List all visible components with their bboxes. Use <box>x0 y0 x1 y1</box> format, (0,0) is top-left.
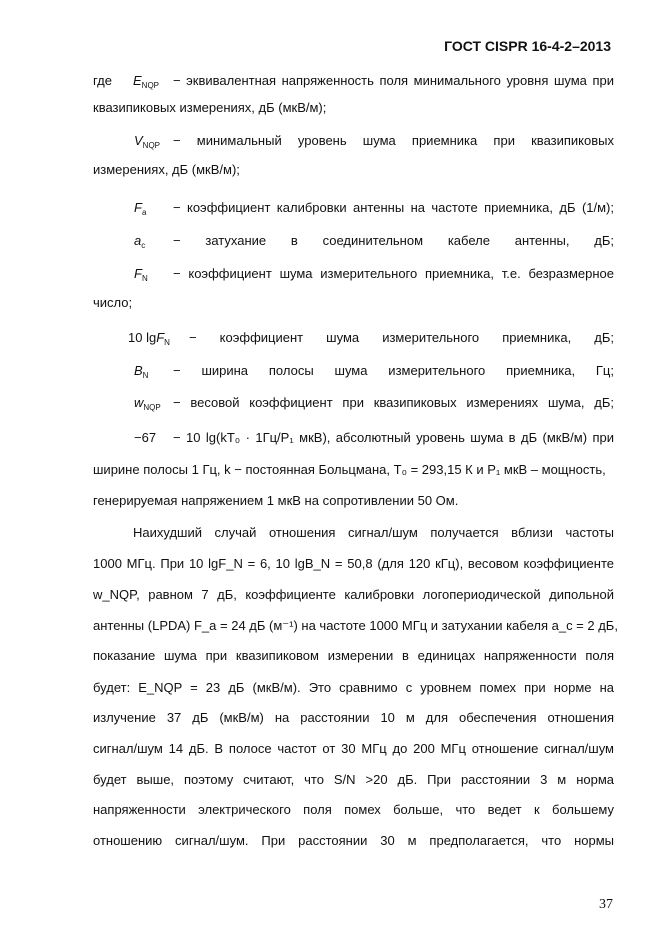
symbol-letter: F <box>134 266 142 281</box>
definition-line: измерениях, дБ (мкВ/м); <box>93 162 240 177</box>
paragraph-line: антенны (LPDA) F_a = 24 дБ (м⁻¹) на частоте 1000 МГц и затухании кабеля a_c = 2 дБ, <box>93 618 618 633</box>
definition-text: − коэффициент шума измерительного приемника, дБ; <box>189 330 614 345</box>
symbol-subscript: N <box>142 371 149 380</box>
definition-symbol <box>134 233 145 254</box>
symbol-letter: a <box>134 233 142 248</box>
definition-symbol <box>93 73 160 94</box>
definition-text: − минимальный уровень шума приемника при квазипиковых <box>173 133 614 148</box>
symbol-subscript: NQP <box>143 403 161 412</box>
definition-line: квазипиковых измерениях, дБ (мкВ/м); <box>93 100 327 115</box>
definition-line: ширине полосы 1 Гц, k − постоянная Больцмана, T₀ = 293,15 К и P₁ мкВ – мощность, <box>93 462 606 477</box>
document-header: ГОСТ CISPR 16-4-2–2013 <box>444 38 611 54</box>
paragraph-line: 1000 МГц. При 10 lgF_N = 6, 10 lgB_N = 50,8 (для 120 кГц), весовом коэффициенте <box>93 556 614 571</box>
definition-text: − коэффициент калибровки антенны на частоте приемника, дБ (1/м); <box>173 200 614 215</box>
symbol-letter: F <box>134 200 142 215</box>
symbol-subscript: NQP <box>141 81 160 90</box>
paragraph-line: отношению сигнал/шум. При расстоянии 30 м предполагается, что нормы <box>93 833 614 848</box>
symbol-subscript: a <box>141 208 147 217</box>
symbol-letter: F <box>156 330 165 345</box>
definition-line: число; <box>93 295 133 310</box>
paragraph-line: напряженности электрического поля помех больше, что ведет к большему <box>93 802 614 817</box>
definition-lead: где <box>93 73 112 88</box>
symbol-subscript: N <box>164 338 170 347</box>
definition-text: − затухание в соединительном кабеле антенны, дБ; <box>173 233 614 248</box>
symbol-letter: −67 <box>134 430 157 445</box>
paragraph-line: сигнал/шум 14 дБ. В полосе частот от 30 МГц до 200 МГц отношение сигнал/шум <box>93 741 614 756</box>
symbol-letter: V <box>134 133 143 148</box>
definition-symbol <box>134 133 160 154</box>
definition-symbol <box>134 430 156 446</box>
definition-symbol <box>134 266 148 287</box>
symbol-letter: E <box>133 73 142 88</box>
definition-symbol <box>134 363 148 384</box>
symbol-subscript: c <box>141 241 146 250</box>
definition-text: − эквивалентная напряженность поля минимального уровня шума при <box>173 73 614 88</box>
definition-text: − весовой коэффициент при квазипиковых измерениях шума, дБ; <box>173 395 614 410</box>
paragraph-line: будет: E_NQP = 23 дБ (мкВ/м). Это сравнимо с уровнем помех при норме на <box>93 680 614 695</box>
definition-symbol <box>134 395 161 416</box>
page-number: 37 <box>599 897 613 912</box>
symbol-letter: w <box>134 395 144 410</box>
symbol-subscript: N <box>141 274 148 283</box>
symbol-prefix: 10 lg <box>128 330 157 345</box>
paragraph-line: показание шума при квазипиковом измерении в единицах напряженности поля <box>93 648 614 663</box>
paragraph-line: Наихудший случай отношения сигнал/шум получается вблизи частоты <box>133 525 614 540</box>
definition-text: − коэффициент шума измерительного приемника, т.е. безразмерное <box>173 266 614 281</box>
definition-text: − 10 lg(kT₀ · 1Гц/P₁ мкВ), абсолютный уровень шума в дБ (мкВ/м) при <box>173 430 614 445</box>
definition-symbol <box>134 200 146 221</box>
definition-text: − ширина полосы шума измерительного приемника, Гц; <box>173 363 614 378</box>
definition-line: генерируемая напряжением 1 мкВ на сопротивлении 50 Ом. <box>93 493 459 508</box>
symbol-subscript: NQP <box>142 141 161 150</box>
paragraph-line: будет выше, поэтому считают, что S/N >20 дБ. При расстоянии 3 м норма <box>93 772 614 787</box>
symbol-letter: B <box>134 363 143 378</box>
definition-symbol <box>128 330 170 351</box>
paragraph-line: w_NQP, равном 7 дБ, коэффициенте калибровки логопериодической дипольной <box>93 587 614 602</box>
paragraph-line: излучение 37 дБ (мкВ/м) на расстоянии 10 м для обеспечения отношения <box>93 710 614 725</box>
